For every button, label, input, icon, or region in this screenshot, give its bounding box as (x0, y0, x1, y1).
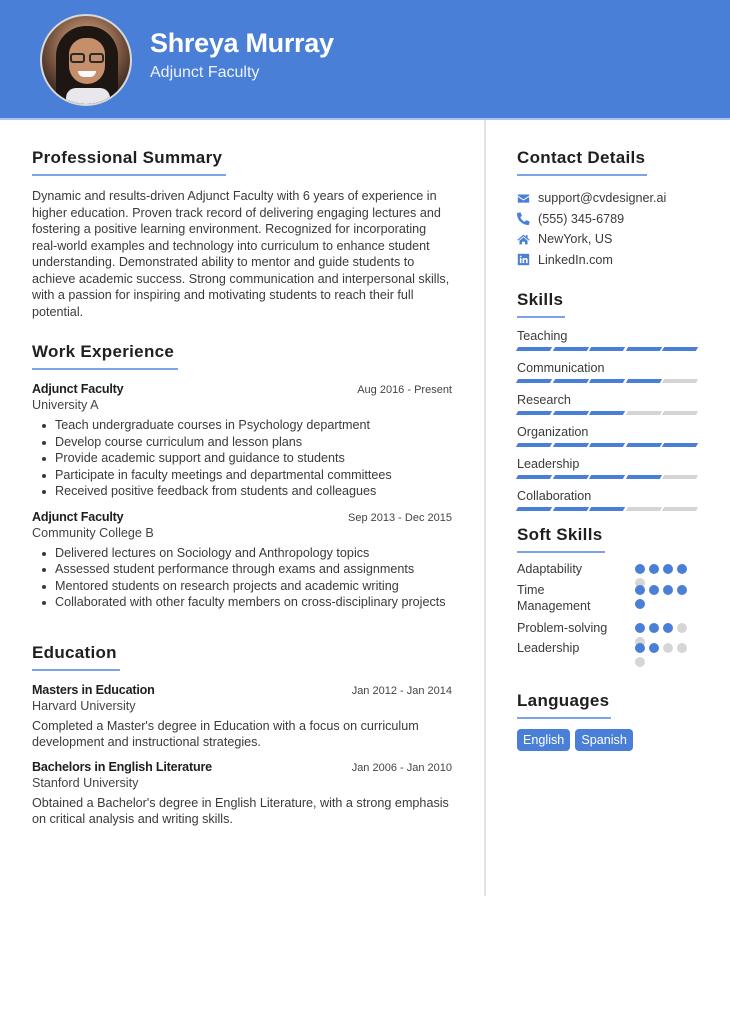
skill-label: Collaboration (517, 489, 592, 503)
job-date: Sep 2013 - Dec 2015 (348, 511, 452, 524)
rating-segment (626, 411, 662, 415)
soft-skill-label: Time Management (517, 582, 591, 613)
skill-rating-bar (517, 507, 697, 511)
rating-segment (516, 475, 552, 479)
skill-item (517, 488, 697, 511)
rating-segment (626, 347, 662, 351)
skill-label: Organization (517, 425, 589, 439)
rating-dot (649, 643, 659, 653)
bullet-item: Assessed student performance through exams and assignments (32, 561, 452, 578)
contact-location (517, 229, 697, 250)
rating-segment (589, 443, 625, 447)
rating-segment (662, 347, 698, 351)
rating-dot (635, 657, 645, 667)
sidebar-column (517, 148, 697, 751)
language-tag: English (517, 729, 570, 751)
skill-rating-bar (517, 475, 697, 479)
job-title: Adjunct Faculty (32, 509, 124, 524)
soft-skill-rating-dots (635, 643, 695, 653)
rating-dot (635, 599, 645, 609)
soft-skill-label: Adaptability (517, 562, 583, 576)
column-divider (484, 120, 486, 896)
bullet-item: Delivered lectures on Sociology and Anthropology topics (32, 545, 452, 562)
rating-segment (589, 475, 625, 479)
envelope-icon (517, 192, 530, 205)
soft-skill-label: Leadership (517, 641, 580, 655)
skill-rating-bar (517, 443, 697, 447)
phone-icon (517, 212, 530, 225)
candidate-name: Shreya Murray (150, 28, 334, 58)
rating-segment (589, 411, 625, 415)
rating-dot (663, 623, 673, 633)
rating-dot (635, 643, 645, 653)
school-name: Stanford University (32, 775, 139, 790)
section-heading: Languages (517, 691, 611, 719)
degree-title: Bachelors in English Literature (32, 759, 212, 774)
education-entry (32, 683, 452, 751)
job-entry (32, 382, 452, 500)
linkedin-icon (517, 253, 530, 266)
contact-linkedin[interactable] (517, 250, 697, 271)
skill-item (517, 392, 697, 415)
contact-section (517, 148, 697, 270)
contact-phone[interactable] (517, 209, 697, 230)
skill-item (517, 456, 697, 479)
bullet-item: Develop course curriculum and lesson plans (32, 434, 452, 451)
summary-text: Dynamic and results-driven Adjunct Faculty with 6 years of experience in higher education. Proven track record of delivering engaging lectures and fostering a positive learning environment. Recognized for incorporating real-world examples and technology into curriculum to enhance student understanding. Demonstrated ability to mentor and guide students to achieve academic success. Strong communication and interpersonal skills, with a passion for inspiring and motivating students to reach their full potential. (32, 189, 450, 319)
rating-segment (626, 379, 662, 383)
rating-segment (552, 379, 588, 383)
section-heading: Professional Summary (32, 148, 226, 176)
rating-segment (626, 507, 662, 511)
main-column (32, 148, 452, 828)
soft-skill-rating-dots (635, 623, 695, 633)
skills-section (517, 290, 697, 511)
bullet-item: Mentored students on research projects and academic writing (32, 578, 452, 595)
rating-segment (516, 411, 552, 415)
education-section (32, 643, 452, 828)
rating-dot (635, 564, 645, 574)
skill-rating-bar (517, 379, 697, 383)
education-entry (32, 760, 452, 828)
bullet-item: Provide academic support and guidance to students (32, 450, 452, 467)
rating-dot (635, 623, 645, 633)
rating-dot (649, 564, 659, 574)
skill-label: Teaching (517, 329, 568, 343)
profile-photo (40, 14, 132, 106)
skill-label: Communication (517, 361, 605, 375)
job-title: Adjunct Faculty (32, 382, 124, 396)
job-organization: University A (32, 398, 99, 412)
contact-email[interactable] (517, 188, 697, 209)
rating-dot (635, 585, 645, 595)
skill-item (517, 360, 697, 383)
section-heading: Work Experience (32, 342, 178, 370)
contact-text: (555) 345-6789 (538, 211, 625, 226)
soft-skill-rating-dots (635, 585, 695, 595)
soft-skill-label: Problem-solving (517, 620, 608, 635)
contact-text: NewYork, US (538, 232, 613, 247)
rating-dot (649, 623, 659, 633)
job-organization: Community College B (32, 525, 154, 540)
skill-label: Leadership (517, 457, 580, 471)
rating-segment (552, 443, 588, 447)
job-bullets (32, 545, 452, 611)
rating-segment (662, 507, 698, 511)
section-heading: Skills (517, 290, 565, 318)
education-date: Jan 2012 - Jan 2014 (351, 684, 452, 697)
soft-skill-item (517, 582, 697, 620)
rating-segment (662, 475, 698, 479)
rating-segment (626, 475, 662, 479)
section-heading: Soft Skills (517, 525, 605, 553)
rating-segment (516, 443, 552, 447)
rating-segment (552, 475, 588, 479)
rating-segment (552, 347, 588, 351)
rating-segment (589, 347, 625, 351)
soft-skill-item (517, 561, 697, 582)
rating-dot (663, 643, 673, 653)
skill-item (517, 424, 697, 447)
skill-label: Research (517, 393, 571, 407)
skill-rating-bar (517, 347, 697, 351)
experience-section (32, 342, 452, 611)
skill-item (517, 328, 697, 351)
rating-segment (589, 379, 625, 383)
job-bullets (32, 417, 452, 500)
resume-header (0, 0, 730, 120)
bullet-item: Collaborated with other faculty members on cross-disciplinary projects (32, 594, 452, 611)
education-description: Completed a Master's degree in Education with a focus on curriculum development and instructional strategies. (32, 718, 419, 749)
soft-skill-item (517, 640, 697, 661)
bullet-item: Received positive feedback from students and colleagues (32, 483, 452, 500)
language-tag: Spanish (575, 729, 633, 751)
rating-segment (552, 507, 588, 511)
section-heading: Education (32, 643, 120, 671)
soft-skills-section (517, 525, 697, 661)
rating-segment (516, 347, 552, 351)
candidate-title: Adjunct Faculty (150, 64, 260, 81)
section-heading: Contact Details (517, 148, 647, 176)
rating-dot (677, 623, 687, 633)
soft-skill-rating-dots (635, 564, 695, 574)
rating-dot (649, 585, 659, 595)
rating-segment (662, 379, 698, 383)
rating-dot (677, 643, 687, 653)
rating-segment (662, 411, 698, 415)
job-date: Aug 2016 - Present (357, 384, 452, 396)
home-icon (517, 233, 530, 246)
rating-segment (626, 443, 662, 447)
summary-section (32, 148, 452, 320)
school-name: Harvard University (32, 698, 136, 713)
contact-text: LinkedIn.com (538, 252, 613, 267)
bullet-item: Teach undergraduate courses in Psychology department (32, 417, 452, 434)
rating-dot (677, 585, 687, 595)
degree-title: Masters in Education (32, 682, 155, 697)
skill-rating-bar (517, 411, 697, 415)
education-date: Jan 2006 - Jan 2010 (351, 761, 452, 774)
rating-segment (516, 507, 552, 511)
rating-dot (663, 585, 673, 595)
rating-segment (516, 379, 552, 383)
rating-segment (662, 443, 698, 447)
education-description: Obtained a Bachelor's degree in English Literature, with a strong emphasis on critical analysis and writing skills. (32, 795, 449, 826)
soft-skill-item (517, 620, 697, 641)
languages-section (517, 691, 697, 751)
rating-dot (677, 564, 687, 574)
rating-segment (589, 507, 625, 511)
bullet-item: Participate in faculty meetings and departmental committees (32, 467, 452, 484)
rating-dot (663, 564, 673, 574)
rating-segment (552, 411, 588, 415)
job-entry (32, 510, 452, 611)
contact-text: support@cvdesigner.ai (538, 191, 667, 206)
